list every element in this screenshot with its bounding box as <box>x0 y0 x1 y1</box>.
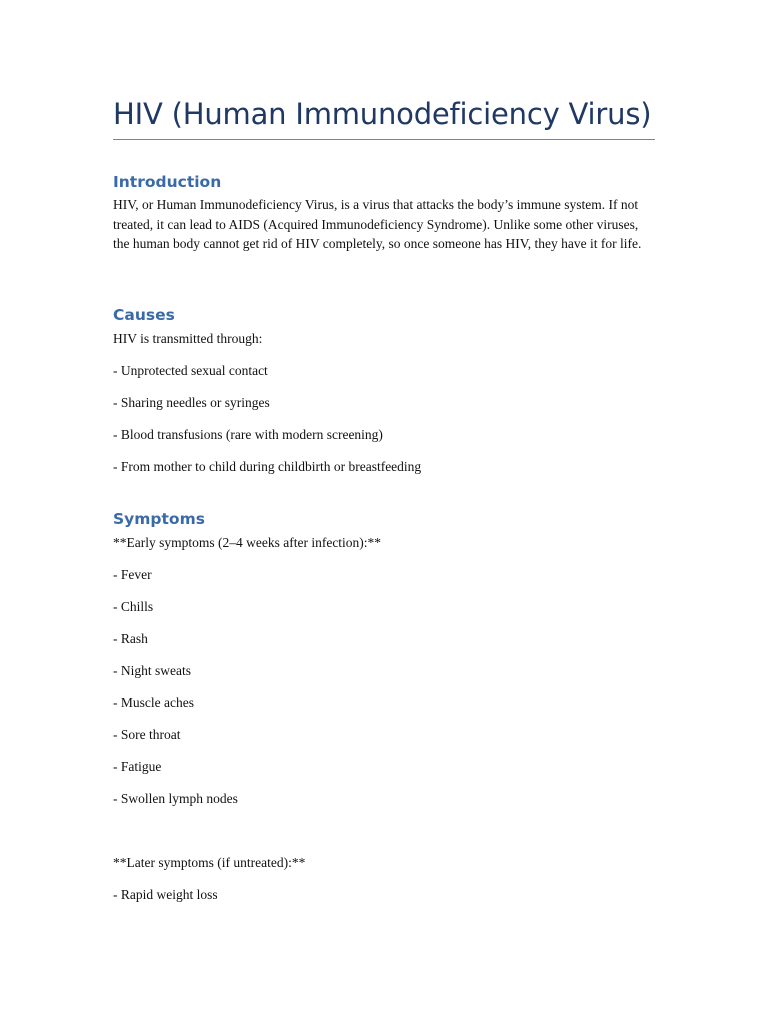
list-item: - Rapid weight loss <box>113 887 218 902</box>
causes-heading: Causes <box>113 306 175 324</box>
list-item: - From mother to child during childbirth or breastfeeding <box>113 459 422 474</box>
list-item: - Sharing needles or syringes <box>113 395 270 410</box>
list-item: - Fatigue <box>113 759 162 774</box>
list-item: - Fever <box>113 567 152 582</box>
list-item: - Rash <box>113 631 148 646</box>
later-symptoms-lead: **Later symptoms (if untreated):** <box>113 855 306 870</box>
list-item: - Blood transfusions (rare with modern screening) <box>113 427 383 442</box>
early-symptoms-lead: **Early symptoms (2–4 weeks after infection):** <box>113 535 382 550</box>
list-item: - Sore throat <box>113 727 181 742</box>
list-item: - Chills <box>113 599 154 614</box>
list-item: - Night sweats <box>113 663 191 678</box>
introduction-text: HIV, or Human Immunodeficiency Virus, is a virus that attacks the body’s immune system. If not treated, it can lead to AIDS (Acquired Immunodeficiency Syndrome). Unlike some other viruses, the human body cannot get rid of HIV completely, so once someone has HIV, they have it for life. <box>113 197 642 251</box>
list-item: - Muscle aches <box>113 695 194 710</box>
document-title: HIV (Human Immunodeficiency Virus) <box>113 97 652 131</box>
list-item: - Swollen lymph nodes <box>113 791 238 806</box>
causes-lead: HIV is transmitted through: <box>113 331 263 346</box>
introduction-heading: Introduction <box>113 173 222 191</box>
list-item: - Unprotected sexual contact <box>113 363 268 378</box>
symptoms-heading: Symptoms <box>113 510 205 528</box>
title-underline <box>113 139 655 140</box>
